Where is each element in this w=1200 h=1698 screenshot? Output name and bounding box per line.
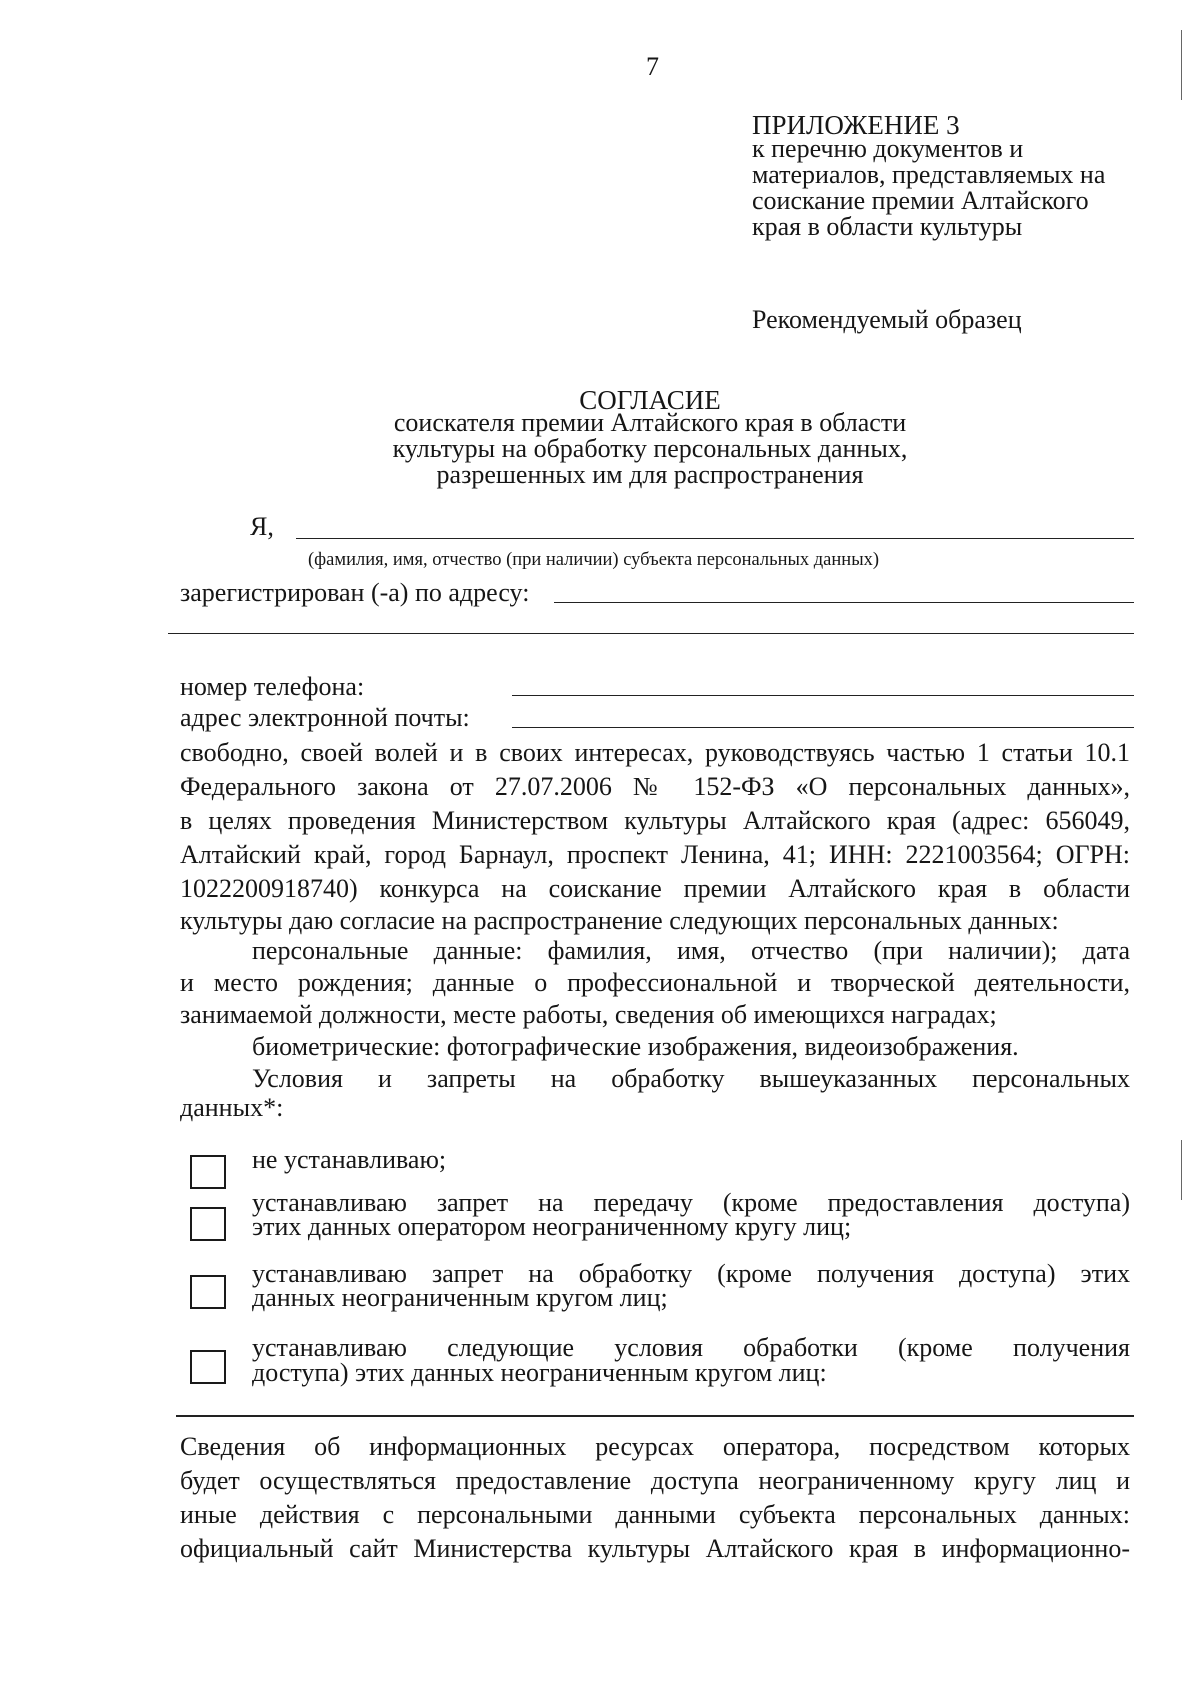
appendix-line: к перечню документов и: [752, 134, 1024, 163]
email-field[interactable]: [512, 727, 1134, 728]
option-text: не устанавливаю;: [252, 1145, 447, 1174]
subtitle-line: соискателя премии Алтайского края в области: [393, 408, 907, 437]
address-field-continuation[interactable]: [168, 633, 1134, 634]
personal-data-line: персональные данные: фамилия, имя, отчество (при наличии); дата: [252, 936, 1130, 965]
option-checkbox[interactable]: [190, 1275, 226, 1309]
address-field[interactable]: [554, 602, 1134, 603]
resources-line: иные действия с персональными данными субъекта персональных данных:: [180, 1500, 1130, 1529]
appendix-subtitle: [752, 136, 1105, 240]
resources-line: официальный сайт Министерства культуры Алтайского края в информационно-: [180, 1534, 1130, 1563]
option-checkbox[interactable]: [190, 1155, 226, 1189]
subtitle-line: разрешенных им для распространения: [436, 460, 864, 489]
phone-field[interactable]: [512, 695, 1134, 696]
body-line: Алтайский край, город Барнаул, проспект Ленина, 41; ИНН: 2221003564; ОГРН:: [180, 840, 1130, 869]
name-caption: (фамилия, имя, отчество (при наличии) субъекта персональных данных): [308, 550, 880, 570]
option-checkbox[interactable]: [190, 1207, 226, 1241]
option-text: устанавливаю следующие условия обработки (кроме получения: [252, 1333, 1130, 1362]
resources-line: будет осуществляться предоставление доступа неограниченному кругу лиц и: [180, 1466, 1130, 1495]
option-text: устанавливаю запрет на обработку (кроме получения доступа) этих: [252, 1259, 1130, 1288]
option-text: данных неограниченным кругом лиц;: [252, 1283, 668, 1312]
address-label: зарегистрирован (-а) по адресу:: [180, 578, 530, 607]
appendix-line: края в области культуры: [752, 212, 1023, 241]
personal-data-line: занимаемой должности, месте работы, сведения об имеющихся наградах;: [180, 1000, 997, 1029]
option-text: этих данных оператором неограниченному кругу лиц;: [252, 1212, 852, 1241]
body-line: в целях проведения Министерством культуры Алтайского края (адрес: 656049,: [180, 806, 1130, 835]
page-number: 7: [646, 52, 659, 81]
email-label: адрес электронной почты:: [180, 703, 470, 732]
phone-label: номер телефона:: [180, 672, 365, 701]
body-line: свободно, своей волей и в своих интересах, руководствуясь частью 1 статьи 10.1: [180, 738, 1130, 767]
option-text: устанавливаю запрет на передачу (кроме предоставления доступа): [252, 1188, 1130, 1217]
subtitle-line: культуры на обработку персональных данных,: [392, 434, 908, 463]
body-line: культуры даю согласие на распространение следующих персональных данных:: [180, 906, 1059, 935]
option-checkbox[interactable]: [190, 1350, 226, 1384]
personal-data-line: и место рождения; данные о профессиональной и творческой деятельности,: [180, 968, 1130, 997]
body-line: 1022200918740) конкурса на соискание премии Алтайского края в области: [180, 874, 1130, 903]
name-field[interactable]: [296, 538, 1134, 539]
scan-edge-mark: [1181, 30, 1182, 100]
resources-line: Сведения об информационных ресурсах оператора, посредством которых: [180, 1432, 1130, 1461]
scan-edge-mark: [1181, 1140, 1182, 1200]
biometric-line: биометрические: фотографические изображения, видеоизображения.: [252, 1032, 1019, 1061]
appendix-line: соискание премии Алтайского: [752, 186, 1089, 215]
appendix-title: ПРИЛОЖЕНИЕ 3: [752, 110, 960, 140]
appendix-line: материалов, представляемых на: [752, 160, 1106, 189]
conditions-line: Условия и запреты на обработку вышеуказанных персональных: [252, 1064, 1130, 1093]
conditions-line: данных*:: [180, 1093, 284, 1122]
option-text: доступа) этих данных неограниченным кругом лиц:: [252, 1358, 827, 1387]
i-label: Я,: [250, 512, 274, 541]
conditions-input-line[interactable]: [176, 1415, 1134, 1417]
body-line: Федерального закона от 27.07.2006 № 152-ФЗ «О персональных данных»,: [180, 772, 1130, 801]
recommended-sample: Рекомендуемый образец: [752, 305, 1022, 334]
document-title: СОГЛАСИЕ: [579, 385, 721, 415]
document-subtitle: [300, 410, 1000, 488]
